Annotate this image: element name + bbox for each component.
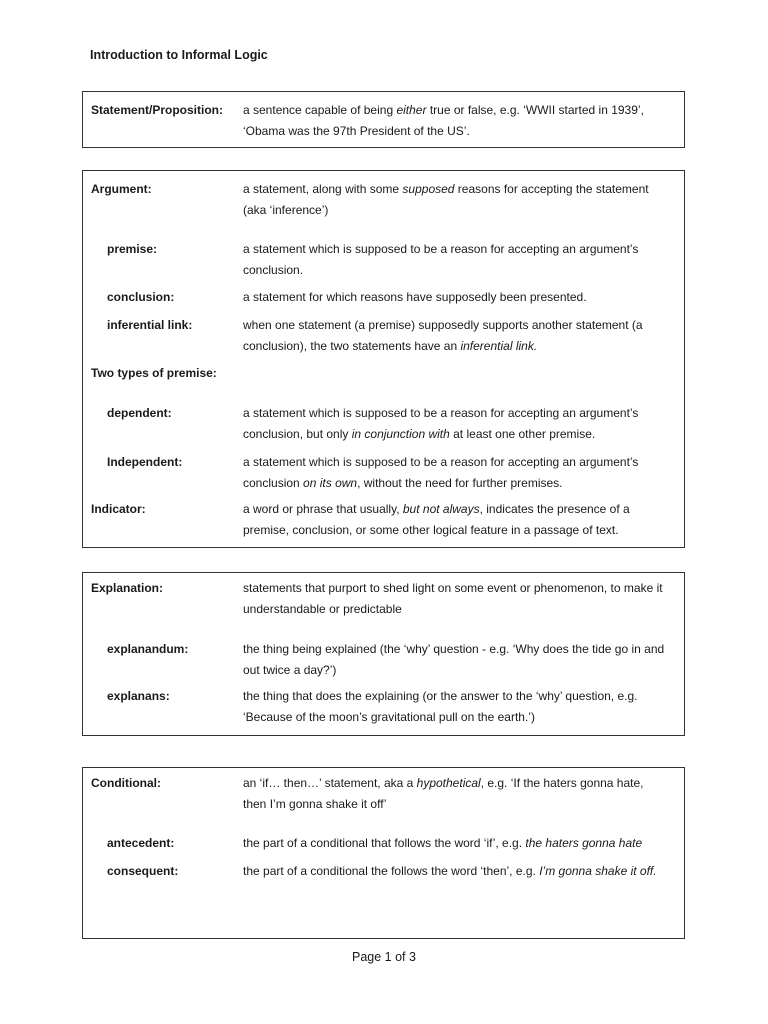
definition-box-explanation bbox=[82, 572, 685, 736]
term-label: premise: bbox=[107, 242, 158, 256]
term-label: Independent: bbox=[107, 455, 183, 469]
definition-box-statement bbox=[82, 91, 685, 148]
term-label: Conditional: bbox=[91, 776, 161, 790]
definition-text: a statement for which reasons have supposedly been presented. bbox=[243, 290, 587, 304]
definition-text: a statement, along with some supposed reasons for accepting the statement (aka ‘inference’) bbox=[243, 182, 649, 217]
emphasis-text: supposed bbox=[402, 182, 455, 196]
emphasis-text: hypothetical bbox=[416, 776, 481, 790]
emphasis-text: on its own bbox=[303, 476, 358, 490]
term-label: explanandum: bbox=[107, 642, 189, 656]
definition-text: a statement which is supposed to be a reason for accepting an argument’s conclusion on its own, without the need for further premises. bbox=[243, 455, 639, 490]
definition-text: statements that purport to shed light on some event or phenomenon, to make it understandable or predictable bbox=[243, 581, 663, 616]
term-label: consequent: bbox=[107, 864, 179, 878]
emphasis-text: either bbox=[396, 103, 427, 117]
page-number: Page 1 of 3 bbox=[352, 950, 416, 964]
definition-text: when one statement (a premise) supposedly supports another statement (a conclusion), the two statements have an inferential link. bbox=[243, 318, 643, 353]
term-label: Indicator: bbox=[91, 502, 146, 516]
term-label: dependent: bbox=[107, 406, 172, 420]
definition-text: the part of a conditional that follows the word ‘if’, e.g. the haters gonna hate bbox=[243, 836, 643, 850]
definition-text: a statement which is supposed to be a reason for accepting an argument’s conclusion. bbox=[243, 242, 639, 277]
emphasis-text: but not always bbox=[402, 502, 480, 516]
emphasis-text: the haters gonna hate bbox=[525, 836, 643, 850]
definition-text: the thing being explained (the ‘why’ question - e.g. ‘Why does the tide go in and out twice a day?’) bbox=[243, 642, 665, 677]
term-label: explanans: bbox=[107, 689, 170, 703]
definition-text: an ‘if… then…’ statement, aka a hypothetical, e.g. ‘If the haters gonna hate, then I’m gonna shake it off’ bbox=[243, 776, 644, 811]
term-label: inferential link: bbox=[107, 318, 193, 332]
definition-text: a sentence capable of being either true or false, e.g. ‘WWII started in 1939’, ‘Obama was the 97th President of the US’. bbox=[243, 103, 644, 138]
definition-text: the part of a conditional the follows the word ‘then’, e.g. I’m gonna shake it off. bbox=[243, 864, 657, 878]
emphasis-text: inferential link. bbox=[460, 339, 538, 353]
definition-box-conditional bbox=[82, 767, 685, 939]
term-label: Explanation: bbox=[91, 581, 164, 595]
definition-text: a word or phrase that usually, but not always, indicates the presence of a premise, conclusion, or some other logical feature in a passage of text. bbox=[243, 502, 630, 537]
emphasis-text: in conjunction with bbox=[351, 427, 450, 441]
definition-text: the thing that does the explaining (or the answer to the ‘why’ question, e.g. ‘Because of the moon’s gravitational pull on the earth.’) bbox=[243, 689, 638, 724]
section-heading: Two types of premise: bbox=[91, 366, 217, 380]
term-label: Argument: bbox=[91, 182, 152, 196]
definition-box-argument bbox=[82, 170, 685, 548]
term-label: antecedent: bbox=[107, 836, 175, 850]
term-label: conclusion: bbox=[107, 290, 175, 304]
term-label: Statement/Proposition: bbox=[91, 103, 224, 117]
definition-text: a statement which is supposed to be a reason for accepting an argument’s conclusion, but only in conjunction with at least one other premise. bbox=[243, 406, 639, 441]
page-title: Introduction to Informal Logic bbox=[90, 48, 268, 62]
emphasis-text: I’m gonna shake it off. bbox=[539, 864, 657, 878]
